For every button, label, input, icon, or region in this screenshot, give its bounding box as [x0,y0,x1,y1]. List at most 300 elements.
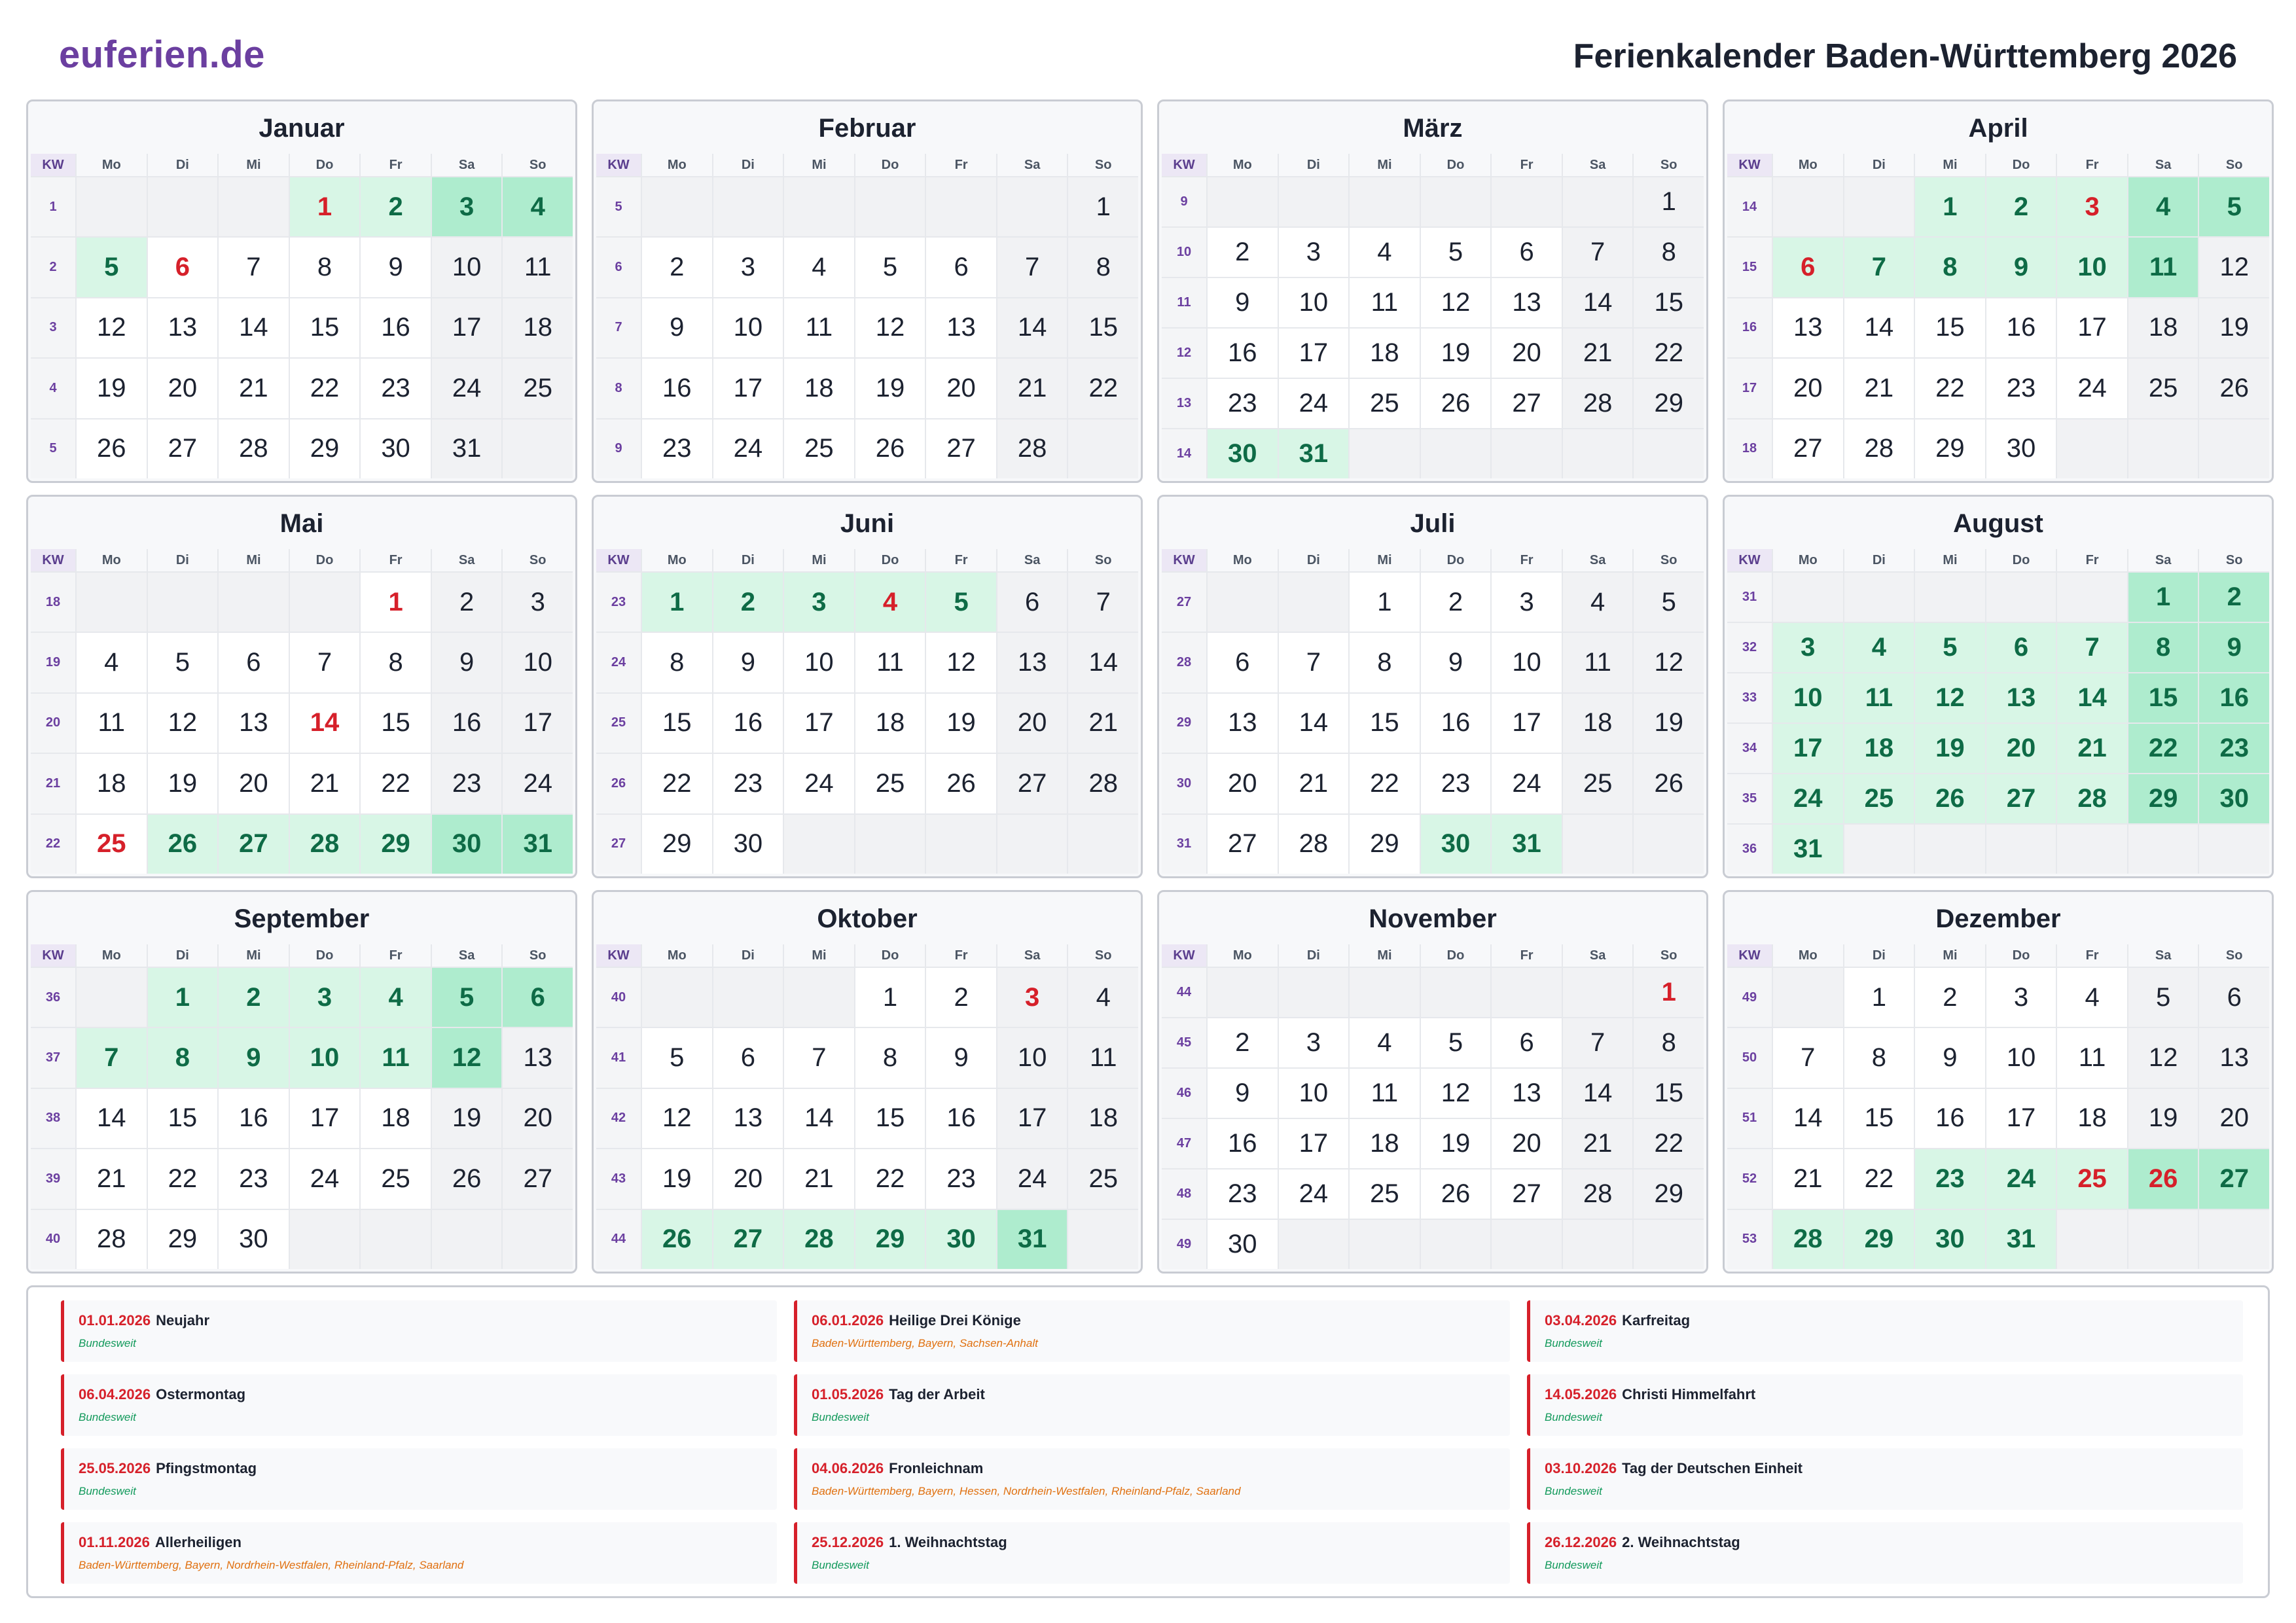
day-cell[interactable]: 3 [713,238,783,296]
holiday-day-cell[interactable]: 3 [997,968,1067,1027]
day-cell[interactable]: 19 [2199,298,2269,357]
day-cell[interactable]: 10 [784,633,854,692]
day-cell[interactable]: 12 [1421,1069,1491,1118]
day-cell[interactable]: 4 [2057,968,2127,1027]
day-cell[interactable]: 14 [784,1089,854,1148]
day-cell[interactable]: 9 [713,633,783,692]
day-cell[interactable]: 11 [1350,1069,1420,1118]
day-cell[interactable]: 5 [1421,1018,1491,1067]
day-cell[interactable]: 18 [1350,1119,1420,1168]
day-cell[interactable]: 26 [1421,379,1491,428]
day-cell[interactable]: 12 [855,298,925,357]
day-cell[interactable]: 28 [1279,815,1349,874]
day-cell[interactable]: 24 [997,1149,1067,1208]
day-cell[interactable]: 13 [1773,298,1843,357]
day-cell[interactable]: 23 [642,419,712,478]
day-cell[interactable]: 26 [926,754,996,813]
day-cell[interactable]: 21 [219,359,289,418]
vacation-day-cell[interactable]: 30 [432,815,502,874]
day-cell[interactable]: 21 [1563,1119,1633,1168]
day-cell[interactable]: 16 [1421,694,1491,753]
day-cell[interactable]: 3 [503,573,573,632]
day-cell[interactable]: 10 [1279,1069,1349,1118]
day-cell[interactable]: 12 [1634,633,1704,692]
day-cell[interactable]: 17 [1279,1119,1349,1168]
day-cell[interactable]: 20 [1492,1119,1562,1168]
day-cell[interactable]: 21 [784,1149,854,1208]
day-cell[interactable]: 28 [77,1210,147,1269]
day-cell[interactable]: 30 [1986,419,2056,478]
day-cell[interactable]: 5 [1421,228,1491,277]
vacation-day-cell[interactable]: 3 [1773,623,1843,672]
day-cell[interactable]: 12 [77,298,147,357]
day-cell[interactable]: 28 [1563,1169,1633,1219]
vacation-day-cell[interactable]: 8 [148,1028,218,1087]
vacation-day-cell[interactable]: 11 [1844,673,1914,722]
day-cell[interactable]: 19 [148,754,218,813]
day-cell[interactable]: 10 [432,238,502,296]
day-cell[interactable]: 29 [1634,1169,1704,1219]
day-cell[interactable]: 26 [432,1149,502,1208]
vacation-day-cell[interactable]: 24 [1986,1149,2056,1208]
day-cell[interactable]: 24 [1492,754,1562,813]
day-cell[interactable]: 15 [290,298,360,357]
day-cell[interactable]: 29 [290,419,360,478]
day-cell[interactable]: 13 [503,1028,573,1087]
day-cell[interactable]: 16 [432,694,502,753]
day-cell[interactable]: 22 [1915,359,1985,418]
day-cell[interactable]: 1 [1634,177,1704,226]
day-cell[interactable]: 7 [290,633,360,692]
day-cell[interactable]: 20 [1208,754,1278,813]
day-cell[interactable]: 11 [1563,633,1633,692]
day-cell[interactable]: 4 [1350,1018,1420,1067]
day-cell[interactable]: 18 [2057,1089,2127,1148]
day-cell[interactable]: 28 [1844,419,1914,478]
vacation-day-cell[interactable]: 11 [2128,238,2198,296]
vacation-day-cell[interactable]: 3 [432,177,502,236]
vacation-day-cell[interactable]: 27 [2199,1149,2269,1208]
vacation-day-cell[interactable]: 26 [1915,774,1985,823]
vacation-day-cell[interactable]: 28 [290,815,360,874]
day-cell[interactable]: 29 [1350,815,1420,874]
day-cell[interactable]: 30 [713,815,783,874]
day-cell[interactable]: 18 [1563,694,1633,753]
day-cell[interactable]: 18 [361,1089,431,1148]
day-cell[interactable]: 22 [1844,1149,1914,1208]
vacation-day-cell[interactable]: 23 [2199,724,2269,773]
day-cell[interactable]: 22 [1634,329,1704,378]
day-cell[interactable]: 6 [2199,968,2269,1027]
day-cell[interactable]: 8 [1634,228,1704,277]
day-cell[interactable]: 11 [784,298,854,357]
day-cell[interactable]: 17 [1492,694,1562,753]
vacation-day-cell[interactable]: 21 [2057,724,2127,773]
vacation-day-cell[interactable]: 5 [432,968,502,1027]
vacation-day-cell[interactable]: 31 [1986,1210,2056,1269]
day-cell[interactable]: 3 [1492,573,1562,632]
day-cell[interactable]: 29 [642,815,712,874]
day-cell[interactable]: 25 [855,754,925,813]
day-cell[interactable]: 15 [1634,1069,1704,1118]
day-cell[interactable]: 9 [1208,278,1278,327]
vacation-day-cell[interactable]: 31 [1773,825,1843,874]
day-cell[interactable]: 15 [1915,298,1985,357]
day-cell[interactable]: 8 [1844,1028,1914,1087]
vacation-day-cell[interactable]: 2 [2199,573,2269,622]
day-cell[interactable]: 9 [642,298,712,357]
day-cell[interactable]: 23 [1421,754,1491,813]
day-cell[interactable]: 10 [1492,633,1562,692]
holiday-day-cell[interactable]: 3 [2057,177,2127,236]
day-cell[interactable]: 16 [642,359,712,418]
day-cell[interactable]: 23 [1986,359,2056,418]
day-cell[interactable]: 23 [361,359,431,418]
vacation-day-cell[interactable]: 1 [2128,573,2198,622]
vacation-day-cell[interactable]: 9 [1986,238,2056,296]
day-cell[interactable]: 16 [926,1089,996,1148]
vacation-day-cell[interactable]: 20 [1986,724,2056,773]
holiday-day-cell[interactable]: 14 [290,694,360,753]
day-cell[interactable]: 24 [503,754,573,813]
vacation-day-cell[interactable]: 2 [713,573,783,632]
vacation-day-cell[interactable]: 23 [1915,1149,1985,1208]
day-cell[interactable]: 2 [926,968,996,1027]
day-cell[interactable]: 20 [148,359,218,418]
vacation-day-cell[interactable]: 22 [2128,724,2198,773]
day-cell[interactable]: 16 [219,1089,289,1148]
day-cell[interactable]: 22 [148,1149,218,1208]
day-cell[interactable]: 6 [713,1028,783,1087]
day-cell[interactable]: 5 [855,238,925,296]
day-cell[interactable]: 12 [148,694,218,753]
day-cell[interactable]: 21 [1773,1149,1843,1208]
vacation-day-cell[interactable]: 18 [1844,724,1914,773]
day-cell[interactable]: 5 [2128,968,2198,1027]
day-cell[interactable]: 21 [290,754,360,813]
day-cell[interactable]: 9 [432,633,502,692]
vacation-day-cell[interactable]: 7 [77,1028,147,1087]
day-cell[interactable]: 18 [1068,1089,1138,1148]
day-cell[interactable]: 27 [1492,1169,1562,1219]
vacation-day-cell[interactable]: 5 [926,573,996,632]
vacation-day-cell[interactable]: 30 [1208,429,1278,478]
day-cell[interactable]: 7 [1279,633,1349,692]
vacation-day-cell[interactable]: 26 [148,815,218,874]
vacation-day-cell[interactable]: 5 [2199,177,2269,236]
day-cell[interactable]: 9 [1915,1028,1985,1087]
day-cell[interactable]: 7 [1563,1018,1633,1067]
day-cell[interactable]: 2 [1208,228,1278,277]
day-cell[interactable]: 25 [361,1149,431,1208]
day-cell[interactable]: 15 [1634,278,1704,327]
day-cell[interactable]: 14 [1844,298,1914,357]
day-cell[interactable]: 6 [219,633,289,692]
day-cell[interactable]: 25 [784,419,854,478]
holiday-day-cell[interactable]: 1 [1634,968,1704,1017]
day-cell[interactable]: 5 [148,633,218,692]
day-cell[interactable]: 14 [1563,278,1633,327]
day-cell[interactable]: 14 [1773,1089,1843,1148]
day-cell[interactable]: 2 [642,238,712,296]
day-cell[interactable]: 10 [713,298,783,357]
day-cell[interactable]: 28 [997,419,1067,478]
day-cell[interactable]: 13 [997,633,1067,692]
day-cell[interactable]: 15 [1068,298,1138,357]
day-cell[interactable]: 26 [1421,1169,1491,1219]
day-cell[interactable]: 29 [148,1210,218,1269]
day-cell[interactable]: 19 [642,1149,712,1208]
day-cell[interactable]: 17 [784,694,854,753]
day-cell[interactable]: 27 [1208,815,1278,874]
vacation-day-cell[interactable]: 8 [2128,623,2198,672]
vacation-day-cell[interactable]: 1 [1915,177,1985,236]
vacation-day-cell[interactable]: 4 [361,968,431,1027]
day-cell[interactable]: 25 [1350,1169,1420,1219]
vacation-day-cell[interactable]: 30 [1915,1210,1985,1269]
vacation-day-cell[interactable]: 27 [1986,774,2056,823]
vacation-day-cell[interactable]: 24 [1773,774,1843,823]
day-cell[interactable]: 20 [926,359,996,418]
day-cell[interactable]: 20 [1773,359,1843,418]
day-cell[interactable]: 25 [1068,1149,1138,1208]
day-cell[interactable]: 17 [997,1089,1067,1148]
vacation-day-cell[interactable]: 2 [361,177,431,236]
vacation-day-cell[interactable]: 30 [1421,815,1491,874]
day-cell[interactable]: 11 [1350,278,1420,327]
day-cell[interactable]: 22 [642,754,712,813]
day-cell[interactable]: 13 [148,298,218,357]
day-cell[interactable]: 20 [713,1149,783,1208]
day-cell[interactable]: 19 [855,359,925,418]
day-cell[interactable]: 25 [2128,359,2198,418]
day-cell[interactable]: 7 [997,238,1067,296]
day-cell[interactable]: 20 [2199,1089,2269,1148]
day-cell[interactable]: 20 [1492,329,1562,378]
day-cell[interactable]: 6 [1492,1018,1562,1067]
day-cell[interactable]: 15 [642,694,712,753]
vacation-day-cell[interactable]: 25 [1844,774,1914,823]
vacation-day-cell[interactable]: 12 [1915,673,1985,722]
day-cell[interactable]: 8 [361,633,431,692]
vacation-day-cell[interactable]: 7 [1844,238,1914,296]
day-cell[interactable]: 21 [1844,359,1914,418]
day-cell[interactable]: 23 [926,1149,996,1208]
day-cell[interactable]: 25 [1350,379,1420,428]
day-cell[interactable]: 28 [1068,754,1138,813]
day-cell[interactable]: 17 [1279,329,1349,378]
vacation-day-cell[interactable]: 31 [997,1210,1067,1269]
day-cell[interactable]: 3 [1279,1018,1349,1067]
day-cell[interactable]: 14 [219,298,289,357]
day-cell[interactable]: 6 [926,238,996,296]
day-cell[interactable]: 4 [1563,573,1633,632]
day-cell[interactable]: 11 [1068,1028,1138,1087]
day-cell[interactable]: 18 [503,298,573,357]
day-cell[interactable]: 24 [1279,379,1349,428]
day-cell[interactable]: 23 [1208,1169,1278,1219]
day-cell[interactable]: 4 [1350,228,1420,277]
day-cell[interactable]: 25 [1563,754,1633,813]
vacation-day-cell[interactable]: 31 [1492,815,1562,874]
day-cell[interactable]: 8 [1068,238,1138,296]
day-cell[interactable]: 8 [290,238,360,296]
vacation-day-cell[interactable]: 27 [713,1210,783,1269]
day-cell[interactable]: 13 [1208,694,1278,753]
day-cell[interactable]: 25 [503,359,573,418]
day-cell[interactable]: 28 [1563,379,1633,428]
day-cell[interactable]: 26 [1634,754,1704,813]
vacation-day-cell[interactable]: 30 [926,1210,996,1269]
vacation-day-cell[interactable]: 10 [1773,673,1843,722]
day-cell[interactable]: 24 [784,754,854,813]
day-cell[interactable]: 24 [290,1149,360,1208]
day-cell[interactable]: 21 [997,359,1067,418]
day-cell[interactable]: 8 [855,1028,925,1087]
holiday-day-cell[interactable]: 1 [290,177,360,236]
day-cell[interactable]: 21 [1068,694,1138,753]
vacation-day-cell[interactable]: 30 [2199,774,2269,823]
holiday-day-cell[interactable]: 26 [2128,1149,2198,1208]
vacation-day-cell[interactable]: 10 [2057,238,2127,296]
day-cell[interactable]: 18 [855,694,925,753]
day-cell[interactable]: 27 [148,419,218,478]
day-cell[interactable]: 7 [219,238,289,296]
day-cell[interactable]: 11 [503,238,573,296]
day-cell[interactable]: 8 [1634,1018,1704,1067]
day-cell[interactable]: 6 [997,573,1067,632]
day-cell[interactable]: 17 [713,359,783,418]
vacation-day-cell[interactable]: 19 [1915,724,1985,773]
day-cell[interactable]: 23 [1208,379,1278,428]
day-cell[interactable]: 12 [642,1089,712,1148]
day-cell[interactable]: 1 [1068,177,1138,236]
day-cell[interactable]: 2 [1915,968,1985,1027]
vacation-day-cell[interactable]: 1 [148,968,218,1027]
vacation-day-cell[interactable]: 29 [1844,1210,1914,1269]
day-cell[interactable]: 23 [219,1149,289,1208]
vacation-day-cell[interactable]: 17 [1773,724,1843,773]
vacation-day-cell[interactable]: 29 [855,1210,925,1269]
day-cell[interactable]: 3 [1279,228,1349,277]
vacation-day-cell[interactable]: 3 [290,968,360,1027]
day-cell[interactable]: 17 [290,1089,360,1148]
day-cell[interactable]: 1 [1844,968,1914,1027]
day-cell[interactable]: 16 [1208,1119,1278,1168]
day-cell[interactable]: 16 [1986,298,2056,357]
holiday-day-cell[interactable]: 4 [855,573,925,632]
vacation-day-cell[interactable]: 28 [784,1210,854,1269]
day-cell[interactable]: 16 [713,694,783,753]
day-cell[interactable]: 10 [1986,1028,2056,1087]
vacation-day-cell[interactable]: 9 [2199,623,2269,672]
day-cell[interactable]: 21 [77,1149,147,1208]
day-cell[interactable]: 21 [1279,754,1349,813]
day-cell[interactable]: 15 [855,1089,925,1148]
vacation-day-cell[interactable]: 4 [1844,623,1914,672]
day-cell[interactable]: 24 [1279,1169,1349,1219]
vacation-day-cell[interactable]: 5 [77,238,147,296]
day-cell[interactable]: 19 [1634,694,1704,753]
day-cell[interactable]: 19 [77,359,147,418]
holiday-day-cell[interactable]: 1 [361,573,431,632]
day-cell[interactable]: 13 [2199,1028,2269,1087]
day-cell[interactable]: 7 [784,1028,854,1087]
vacation-day-cell[interactable]: 13 [1986,673,2056,722]
day-cell[interactable]: 28 [219,419,289,478]
day-cell[interactable]: 11 [855,633,925,692]
day-cell[interactable]: 3 [1986,968,2056,1027]
vacation-day-cell[interactable]: 31 [1279,429,1349,478]
day-cell[interactable]: 31 [432,419,502,478]
day-cell[interactable]: 10 [1279,278,1349,327]
holiday-day-cell[interactable]: 6 [1773,238,1843,296]
day-cell[interactable]: 26 [77,419,147,478]
day-cell[interactable]: 1 [1350,573,1420,632]
day-cell[interactable]: 19 [1421,329,1491,378]
day-cell[interactable]: 9 [361,238,431,296]
vacation-day-cell[interactable]: 15 [2128,673,2198,722]
day-cell[interactable]: 18 [784,359,854,418]
day-cell[interactable]: 14 [1068,633,1138,692]
day-cell[interactable]: 17 [503,694,573,753]
holiday-day-cell[interactable]: 25 [2057,1149,2127,1208]
day-cell[interactable]: 14 [997,298,1067,357]
day-cell[interactable]: 12 [926,633,996,692]
day-cell[interactable]: 27 [1773,419,1843,478]
day-cell[interactable]: 22 [855,1149,925,1208]
day-cell[interactable]: 29 [1634,379,1704,428]
day-cell[interactable]: 15 [1350,694,1420,753]
day-cell[interactable]: 13 [1492,1069,1562,1118]
vacation-day-cell[interactable]: 1 [642,573,712,632]
vacation-day-cell[interactable]: 7 [2057,623,2127,672]
day-cell[interactable]: 14 [1279,694,1349,753]
day-cell[interactable]: 9 [1421,633,1491,692]
day-cell[interactable]: 19 [2128,1089,2198,1148]
vacation-day-cell[interactable]: 4 [2128,177,2198,236]
day-cell[interactable]: 8 [642,633,712,692]
day-cell[interactable]: 24 [432,359,502,418]
day-cell[interactable]: 10 [503,633,573,692]
day-cell[interactable]: 11 [77,694,147,753]
holiday-day-cell[interactable]: 25 [77,815,147,874]
vacation-day-cell[interactable]: 26 [642,1210,712,1269]
vacation-day-cell[interactable]: 31 [503,815,573,874]
day-cell[interactable]: 19 [926,694,996,753]
day-cell[interactable]: 22 [361,754,431,813]
day-cell[interactable]: 4 [784,238,854,296]
day-cell[interactable]: 23 [713,754,783,813]
day-cell[interactable]: 30 [219,1210,289,1269]
day-cell[interactable]: 19 [432,1089,502,1148]
day-cell[interactable]: 7 [1563,228,1633,277]
vacation-day-cell[interactable]: 5 [1915,623,1985,672]
day-cell[interactable]: 8 [1350,633,1420,692]
day-cell[interactable]: 13 [1492,278,1562,327]
day-cell[interactable]: 12 [2128,1028,2198,1087]
day-cell[interactable]: 7 [1773,1028,1843,1087]
day-cell[interactable]: 18 [2128,298,2198,357]
day-cell[interactable]: 26 [2199,359,2269,418]
day-cell[interactable]: 27 [1492,379,1562,428]
day-cell[interactable]: 9 [926,1028,996,1087]
day-cell[interactable]: 14 [77,1089,147,1148]
day-cell[interactable]: 2 [1208,1018,1278,1067]
day-cell[interactable]: 27 [926,419,996,478]
vacation-day-cell[interactable]: 28 [2057,774,2127,823]
day-cell[interactable]: 16 [1915,1089,1985,1148]
